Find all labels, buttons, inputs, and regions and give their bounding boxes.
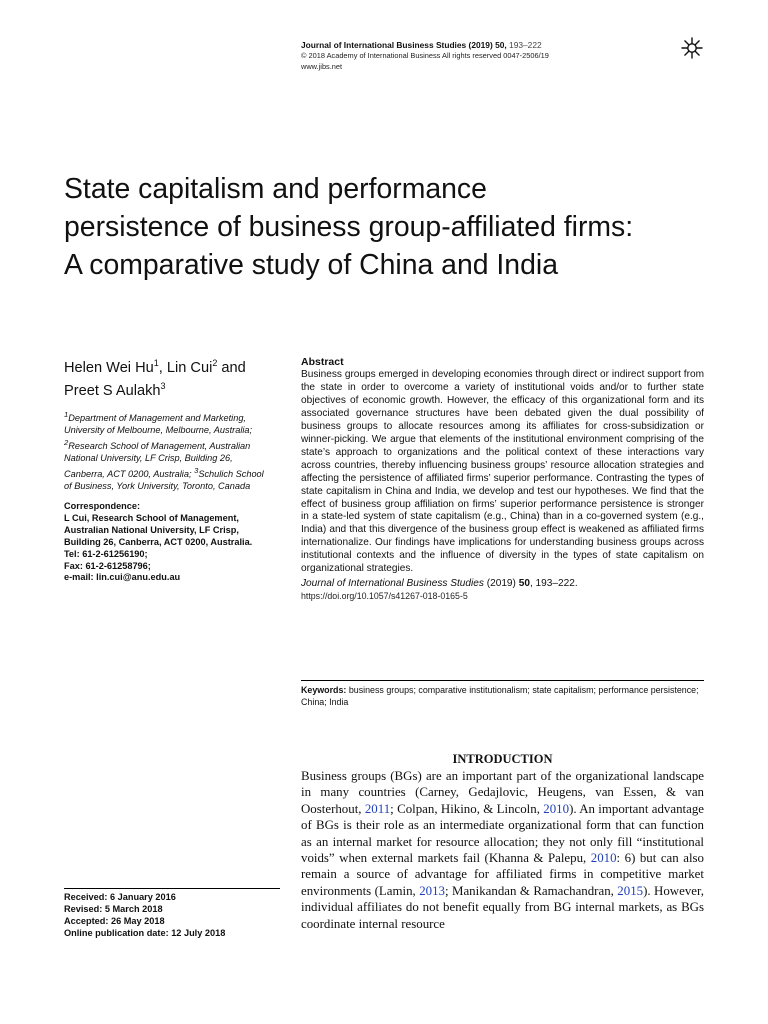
affiliation-text: Department of Management and Marketing, (68, 413, 246, 424)
title-line: A comparative study of China and India (64, 249, 558, 281)
affiliation-line: National University, LF Crisp, Building 26, (64, 452, 233, 463)
affiliation-marker: 3 (160, 380, 166, 391)
keywords-text: business groups; comparative institutionalism; state capitalism; performance persistence; China; India (301, 685, 699, 707)
intro-text: Business groups (BGs) are an important part of the organizational landscape in many countries (Carney, Gedajlovic, Heugens, van Essen, & van Oosterhout, (301, 769, 704, 816)
affiliation-marker: 3 (194, 465, 199, 475)
affiliation-line: University of Melbourne, Melbourne, Australia; (64, 424, 253, 435)
title-line: State capitalism and performance (64, 173, 487, 205)
intro-text: : 6) but can also remain a source of advantage for affiliated firms in competitive market environments (Lamin, (301, 851, 704, 898)
citation-link[interactable]: 2013 (419, 883, 445, 898)
title-line: persistence of business group-affiliated firms: (64, 211, 634, 243)
affiliation-marker: 1 (64, 410, 69, 419)
intro-text: ). However, individual affiliates do not benefit equally from BG internal markets, as BGs coordinate internal resource (301, 883, 704, 931)
revised-date: Revised: 5 March 2018 (64, 903, 163, 914)
correspondence-heading: Correspondence: (64, 501, 141, 511)
citation-link[interactable]: 2011 (364, 801, 391, 816)
correspondence-email[interactable]: e-mail: lin.cui@anu.edu.au (64, 572, 181, 583)
correspondence-line: Tel: 61-2-61256190; (64, 548, 148, 559)
affiliation-line (64, 409, 279, 425)
received-date: Received: 6 January 2016 (64, 892, 176, 902)
online-date: Online publication date: 12 July 2018 (64, 927, 226, 938)
abstract-citation (301, 577, 704, 590)
author-name: , Lin Cui (158, 359, 213, 376)
affiliation-line (64, 437, 279, 453)
author-name: Helen Wei Hu (64, 359, 154, 376)
accepted-date: Accepted: 26 May 2018 (64, 915, 165, 926)
citation-pages: , 193–222. (529, 578, 578, 590)
citation-link[interactable]: 2010 (543, 801, 570, 816)
intro-text: ; Colpan, Hikino, & Lincoln, (390, 801, 544, 816)
abstract (301, 356, 704, 602)
running-header (301, 40, 631, 71)
publication-dates (64, 892, 284, 940)
abstract-text: Business groups emerged in developing economies through direct or indirect support from the state in order to overcome a variety of institutional voids and/or to further state objectives of economic growth. However, the efficacy of this organizational form and its associated governance structures have been debated given the dual possibility of business groups to allocate resources among its affiliates for cross-subsidization or winner-picking. We argue that elements of the institutional environment comprising of the state’s approach to organizations and the political context of these interactions vary across countries, thereby influencing business groups’ resource allocation strategies and affecting the persistence of affiliated firms’ superior performance. Contrasting the types of state capitalism in China and India, we develop and test our hypotheses. We find that the effect of business group affiliation on firms’ superior performance persistence is stronger in a state-led system of state capitalism (e.g., China) than in a co-governed system (e.g., India) and that this divergence of the business group effect is weakened as affiliated firms internationalize. Our findings have implications for understanding business groups across institutional contexts and the influence of diversity in the types of state capitalism on organizational strategies. (301, 369, 704, 575)
journal-name: Journal of International Business Studies (2019) 50, (301, 40, 507, 50)
copyright-line: © 2018 Academy of International Business All rights reserved 0047-2506/19 (301, 51, 549, 60)
abstract-heading: Abstract (301, 356, 344, 368)
author-separator: and (217, 359, 246, 376)
keywords-label: Keywords: (301, 685, 347, 695)
affiliation-text: Schulich School (198, 468, 264, 479)
journal-website: www.jibs.net (301, 61, 343, 71)
correspondence-line: L Cui, Research School of Management, (64, 512, 239, 523)
citation-link[interactable]: 2015 (617, 883, 644, 898)
introduction-text (301, 768, 704, 932)
correspondence-line: Fax: 61-2-61258796; (64, 560, 151, 571)
affiliation-text: Research School of Management, Australian (68, 440, 251, 451)
affiliation-text: Canberra, ACT 0200, Australia; (64, 468, 192, 479)
citation-journal: Journal of International Business Studies (301, 578, 484, 590)
citation-year: (2019) (483, 578, 519, 590)
correspondence-line: Building 26, Canberra, ACT 0200, Australia. (64, 536, 253, 547)
journal-pages: 193–222 (509, 40, 542, 50)
affiliation-line (64, 465, 279, 481)
dates-divider (64, 888, 280, 889)
affiliation-line: of Business, York University, Toronto, Canada (64, 480, 251, 491)
affiliation-marker: 2 (212, 358, 218, 368)
intro-text: ; Manikandan & Ramachandran, (444, 883, 618, 898)
journal-line (301, 40, 631, 51)
intro-text: ). An important advantage of BGs is their role as an intermediate organizational form that can function as an internal market for resource allocation; they not only fill “institutional voids” when external markets fail (Khanna & Palepu, (301, 801, 705, 866)
citation-volume: 50 (518, 578, 530, 590)
section-heading: INTRODUCTION (452, 752, 553, 766)
affiliation-marker: 2 (64, 437, 69, 447)
author-name: Preet S Aulakh (64, 382, 161, 399)
author-list (64, 354, 284, 400)
doi-link[interactable]: https://doi.org/10.1057/s41267-018-0165-5 (301, 591, 468, 602)
correspondence (64, 501, 284, 584)
citation-link[interactable]: 2010 (590, 851, 617, 866)
springer-nature-icon (681, 37, 703, 59)
keywords (301, 685, 704, 708)
correspondence-line: Australian National University, LF Crisp, (64, 524, 239, 535)
article-title (64, 170, 724, 284)
affiliation-marker: 1 (153, 358, 159, 368)
affiliations (64, 409, 279, 493)
keywords-divider (301, 680, 704, 681)
